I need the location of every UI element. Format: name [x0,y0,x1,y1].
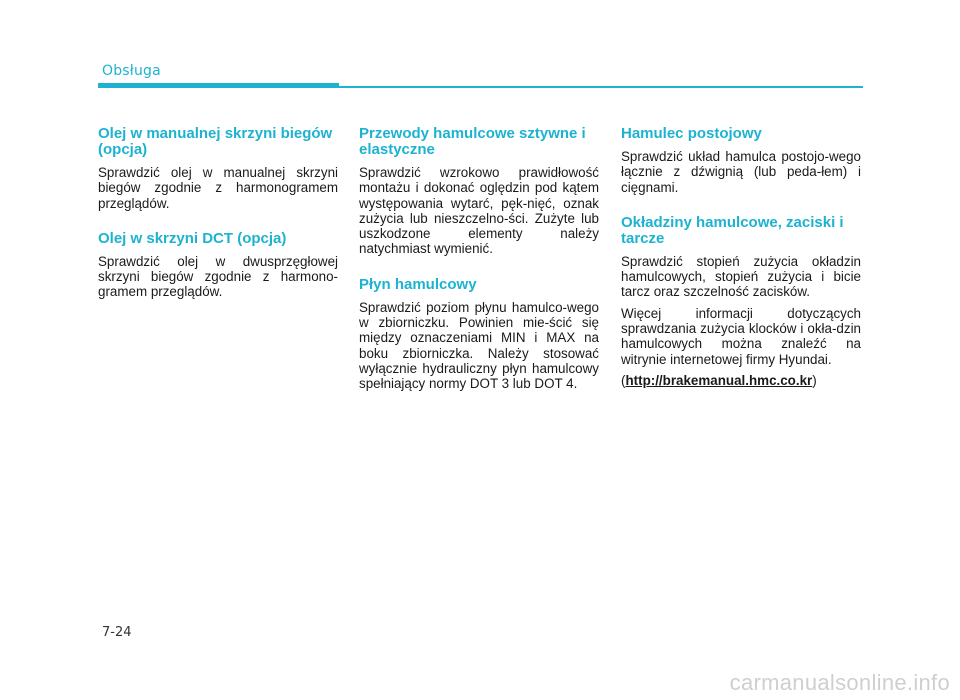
section-title: Płyn hamulcowy [359,275,477,293]
link-paragraph [621,373,861,388]
section-title: Olej w skrzyni DCT (opcja) [98,229,287,247]
column-1 [98,126,338,320]
section-body: Sprawdzić wzrokowo prawidłowość montażu i dokonać oględzin pod kątem występowania wytarć, pęk-nięć, oznak zużycia lub nieszczelno-ści. Zużyte lub uszkodzone elementy należy natychmiast wymienić. [359,165,599,257]
section-title: Okładziny hamulcowe, zaciski i tarcze [621,213,844,247]
link-open-paren: ( [621,372,626,388]
link-close-paren: ) [812,372,817,388]
header-rule [339,86,863,88]
page-number: 7-24 [102,625,132,640]
section-title: Przewody hamulcowe sztywne i elastyczne [359,125,586,158]
section-title: Hamulec postojowy [621,125,762,142]
brake-manual-link[interactable]: http://brakemanual.hmc.co.kr [625,372,813,388]
section-body: Sprawdzić olej w manualnej skrzyni biegów zgodnie z harmonogramem przeglądów. [98,165,338,211]
section-body: Sprawdzić stopień zużycia okładzin hamulcowych, stopień zużycia i bicie tarcz oraz szczelność zacisków. [621,253,861,300]
section-body: Sprawdzić układ hamulca postojo-wego łącznie z dźwignią (lub peda-łem) i cięgnami. [621,149,861,195]
column-2 [359,126,599,412]
header-accent-bar [98,83,339,88]
header-section-label: Obsługa [102,63,161,79]
section-body: Sprawdzić poziom płynu hamulco-wego w zbiorniczku. Powinien mie-ścić się między oznaczeniami MIN i MAX na boku zbiorniczka. Należy stosować wyłącznie hydrauliczny płyn hamulcowy spełniający normy DOT 3 lub DOT 4. [359,299,599,392]
column-3 [621,126,861,408]
section-body: Sprawdzić olej w dwusprzęgłowej skrzyni biegów zgodnie z harmono-gramem przeglądów. [98,253,338,300]
section-body-more: Więcej informacji dotyczących sprawdzania zużycia klocków i okła-dzin hamulcowych można znaleźć na witrynie internetowej firmy Hyundai. [621,305,861,367]
section-title: Olej w manualnej skrzyni biegów (opcja) [98,125,333,158]
watermark: carmanualsonline.info [729,670,950,695]
